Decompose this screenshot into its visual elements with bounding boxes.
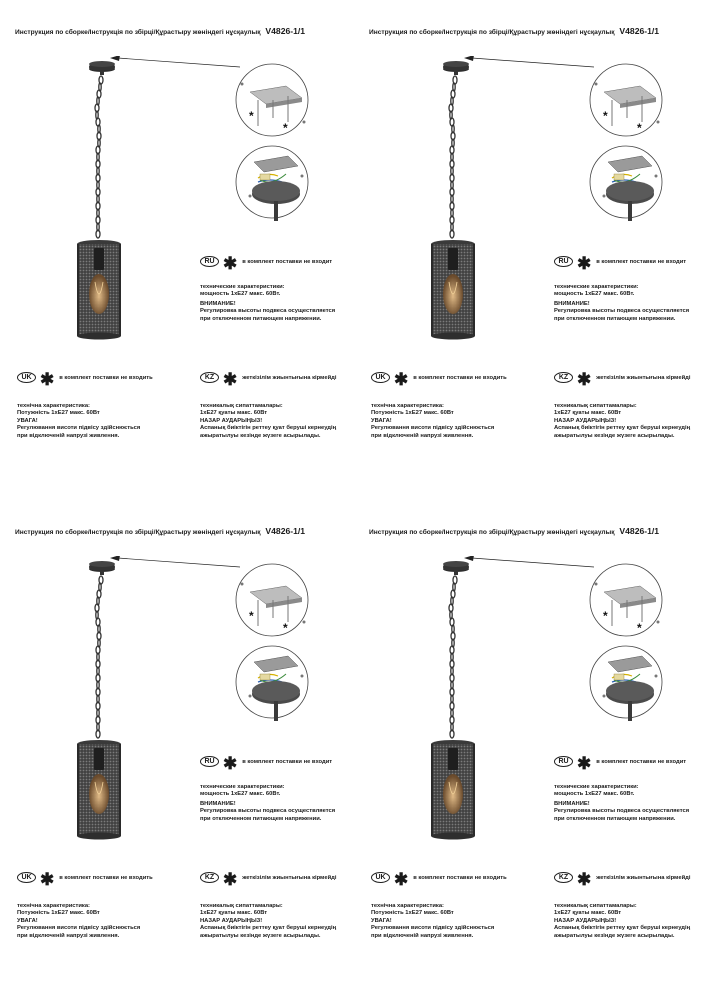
- kz-power: 1хЕ27 қуаты макс. 60Вт: [200, 410, 268, 417]
- ru-specs-title: технические характеристики:: [554, 284, 639, 290]
- ru-warning-line2: при отключенном питающем напряжении.: [200, 315, 322, 322]
- kz-language-badge: KZ: [554, 872, 573, 883]
- model-number: V4826-1/1: [265, 526, 306, 536]
- ru-language-badge: RU: [200, 256, 219, 267]
- kz-not-included-text: жеткізілім жиынтығына кірмейді: [242, 874, 337, 881]
- kz-not-included-text: жеткізілім жиынтығына кірмейді: [596, 374, 691, 381]
- asterisk-icon: ✱: [394, 369, 409, 389]
- kz-specifications: [200, 903, 336, 940]
- svg-text:*: *: [283, 621, 288, 635]
- ru-specifications: [200, 784, 335, 823]
- kz-warning-line1: Аспанық биіктігін реттеу қуат беруші кернеудің: [200, 425, 337, 432]
- kz-warning-title: НАЗАР АУДАРЫҢЫЗ!: [200, 417, 263, 424]
- asterisk-icon: ✱: [577, 753, 592, 773]
- kz-warning-line1: Аспанық биіктігін реттеу қуат беруші кернеудің: [554, 425, 691, 432]
- page-title: [15, 26, 350, 36]
- asterisk-icon: ✱: [40, 369, 55, 389]
- mounting-diagram: [444, 56, 684, 226]
- ru-not-included-row: [554, 753, 687, 773]
- uk-language-badge: UK: [371, 372, 390, 383]
- uk-not-included-text: в комплект поставки не входить: [413, 874, 507, 881]
- model-number: V4826-1/1: [619, 26, 660, 36]
- model-number: V4826-1/1: [265, 26, 306, 36]
- ru-power: мощность 1хЕ27 макс. 60Вт.: [554, 791, 635, 798]
- uk-specs-title: технічна характеристика:: [371, 403, 444, 409]
- kz-specifications: [200, 403, 336, 440]
- kz-not-included-text: жеткізілім жиынтығына кірмейді: [242, 374, 337, 381]
- ru-power: мощность 1хЕ27 макс. 60Вт.: [554, 291, 635, 298]
- uk-language-badge: UK: [17, 872, 36, 883]
- page-title: [369, 526, 704, 536]
- kz-specs-title: техникалық сипаттамалары:: [554, 403, 637, 409]
- ru-specs-title: технические характеристики:: [200, 784, 285, 790]
- kz-language-badge: KZ: [200, 372, 219, 383]
- uk-specs-title: технічна характеристика:: [17, 403, 90, 409]
- instruction-panel-top-left: [0, 0, 353, 500]
- uk-specifications: [17, 903, 140, 940]
- ru-not-included-text: в комплект поставки не входит: [242, 258, 333, 265]
- ru-warning-line1: Регулировка высоты подвеса осуществляется: [200, 808, 336, 815]
- ru-warning-title: ВНИМАНИЕ!: [554, 800, 590, 807]
- ru-specifications: [200, 284, 335, 323]
- kz-warning-title: НАЗАР АУДАРЫҢЫЗ!: [554, 417, 617, 424]
- ru-not-included-text: в комплект поставки не входит: [242, 758, 333, 765]
- uk-warning-title: УВАГА!: [17, 417, 38, 424]
- svg-text:*: *: [249, 109, 254, 123]
- kz-warning-title: НАЗАР АУДАРЫҢЫЗ!: [200, 917, 263, 924]
- uk-specifications: [17, 403, 140, 440]
- ru-warning-line1: Регулировка высоты подвеса осуществляется: [554, 308, 690, 315]
- kz-not-included-row: [554, 869, 691, 889]
- ru-warning-line1: Регулировка высоты подвеса осуществляется: [554, 808, 690, 815]
- uk-specifications: [371, 403, 494, 440]
- ru-not-included-text: в комплект поставки не входит: [596, 258, 687, 265]
- uk-not-included-row: [17, 369, 153, 389]
- uk-specifications: [371, 903, 494, 940]
- page-title: [15, 526, 350, 536]
- kz-not-included-row: [554, 369, 691, 389]
- asterisk-icon: ✱: [577, 253, 592, 273]
- ru-language-badge: RU: [200, 756, 219, 767]
- kz-language-badge: KZ: [200, 872, 219, 883]
- uk-power: Потужність 1хЕ27 макс. 60Вт: [371, 410, 454, 417]
- mounting-diagram: [90, 556, 330, 726]
- asterisk-icon: ✱: [223, 369, 238, 389]
- ru-power: мощность 1хЕ27 макс. 60Вт.: [200, 291, 281, 298]
- uk-power: Потужність 1хЕ27 макс. 60Вт: [17, 410, 100, 417]
- ru-specifications: [554, 784, 689, 823]
- kz-specs-title: техникалық сипаттамалары:: [200, 903, 283, 909]
- kz-not-included-row: [200, 869, 337, 889]
- uk-power: Потужність 1хЕ27 макс. 60Вт: [371, 910, 454, 917]
- asterisk-icon: ✱: [394, 869, 409, 889]
- kz-warning-line2: ажыратылуы кезінде жүзеге асырылады.: [200, 932, 321, 939]
- uk-specs-title: технічна характеристика:: [371, 903, 444, 909]
- ru-warning-line2: при отключенном питающем напряжении.: [554, 315, 676, 322]
- ru-not-included-row: [554, 253, 687, 273]
- ru-not-included-row: [200, 253, 333, 273]
- svg-text:*: *: [603, 109, 608, 123]
- mounting-diagram: [90, 56, 330, 226]
- kz-specifications: [554, 403, 690, 440]
- asterisk-icon: ✱: [223, 253, 238, 273]
- uk-warning-title: УВАГА!: [371, 417, 392, 424]
- uk-warning-line1: Регулювання висоти підвісу здійснюється: [371, 925, 495, 932]
- kz-power: 1хЕ27 қуаты макс. 60Вт: [554, 410, 622, 417]
- uk-warning-title: УВАГА!: [371, 917, 392, 924]
- kz-language-badge: KZ: [554, 372, 573, 383]
- uk-not-included-row: [371, 369, 507, 389]
- asterisk-icon: ✱: [223, 869, 238, 889]
- instruction-panel-top-right: [354, 0, 707, 500]
- title-text: Инструкция по сборке/Інструкція по збірці/Құрастыру жөніндегі нұсқаулық: [369, 529, 615, 536]
- title-text: Инструкция по сборке/Інструкція по збірці/Құрастыру жөніндегі нұсқаулық: [15, 29, 261, 36]
- ru-warning-line2: при отключенном питающем напряжении.: [200, 815, 322, 822]
- ru-warning-line1: Регулировка высоты подвеса осуществляется: [200, 308, 336, 315]
- uk-warning-line1: Регулювання висоти підвісу здійснюється: [17, 925, 141, 932]
- mounting-diagram: [444, 556, 684, 726]
- kz-warning-title: НАЗАР АУДАРЫҢЫЗ!: [554, 917, 617, 924]
- ru-warning-title: ВНИМАНИЕ!: [200, 800, 236, 807]
- kz-power: 1хЕ27 қуаты макс. 60Вт: [554, 910, 622, 917]
- ru-power: мощность 1хЕ27 макс. 60Вт.: [200, 791, 281, 798]
- kz-specs-title: техникалық сипаттамалары:: [554, 903, 637, 909]
- ru-warning-title: ВНИМАНИЕ!: [554, 300, 590, 307]
- uk-language-badge: UK: [17, 372, 36, 383]
- uk-warning-line2: при відключеній напрузі живлення.: [371, 932, 474, 939]
- uk-not-included-text: в комплект поставки не входить: [413, 374, 507, 381]
- kz-not-included-text: жеткізілім жиынтығына кірмейді: [596, 874, 691, 881]
- ru-warning-line2: при отключенном питающем напряжении.: [554, 815, 676, 822]
- uk-not-included-row: [371, 869, 507, 889]
- uk-language-badge: UK: [371, 872, 390, 883]
- ru-specifications: [554, 284, 689, 323]
- ru-language-badge: RU: [554, 756, 573, 767]
- svg-text:*: *: [637, 121, 642, 135]
- uk-warning-line2: при відключеній напрузі живлення.: [17, 432, 120, 439]
- uk-warning-line2: при відключеній напрузі живлення.: [17, 932, 120, 939]
- kz-specs-title: техникалық сипаттамалары:: [200, 403, 283, 409]
- uk-not-included-row: [17, 869, 153, 889]
- kz-warning-line1: Аспанық биіктігін реттеу қуат беруші кернеудің: [554, 925, 691, 932]
- asterisk-icon: ✱: [577, 369, 592, 389]
- svg-text:*: *: [603, 609, 608, 623]
- svg-text:*: *: [283, 121, 288, 135]
- kz-warning-line2: ажыратылуы кезінде жүзеге асырылады.: [554, 432, 675, 439]
- uk-not-included-text: в комплект поставки не входить: [59, 874, 153, 881]
- uk-specs-title: технічна характеристика:: [17, 903, 90, 909]
- uk-warning-line1: Регулювання висоти підвісу здійснюється: [371, 425, 495, 432]
- kz-warning-line2: ажыратылуы кезінде жүзеге асырылады.: [200, 432, 321, 439]
- svg-text:*: *: [249, 609, 254, 623]
- ru-not-included-row: [200, 753, 333, 773]
- ru-language-badge: RU: [554, 256, 573, 267]
- kz-warning-line1: Аспанық биіктігін реттеу қуат беруші кернеудің: [200, 925, 337, 932]
- uk-power: Потужність 1хЕ27 макс. 60Вт: [17, 910, 100, 917]
- instruction-panel-bottom-left: [0, 500, 353, 1000]
- svg-text:*: *: [637, 621, 642, 635]
- kz-not-included-row: [200, 369, 337, 389]
- kz-warning-line2: ажыратылуы кезінде жүзеге асырылады.: [554, 932, 675, 939]
- asterisk-icon: ✱: [223, 753, 238, 773]
- ru-specs-title: технические характеристики:: [200, 284, 285, 290]
- kz-power: 1хЕ27 қуаты макс. 60Вт: [200, 910, 268, 917]
- kz-specifications: [554, 903, 690, 940]
- title-text: Инструкция по сборке/Інструкція по збірці/Құрастыру жөніндегі нұсқаулық: [15, 529, 261, 536]
- uk-warning-line2: при відключеній напрузі живлення.: [371, 432, 474, 439]
- ru-specs-title: технические характеристики:: [554, 784, 639, 790]
- uk-warning-line1: Регулювання висоти підвісу здійснюється: [17, 425, 141, 432]
- instruction-panel-bottom-right: [354, 500, 707, 1000]
- ru-warning-title: ВНИМАНИЕ!: [200, 300, 236, 307]
- asterisk-icon: ✱: [40, 869, 55, 889]
- title-text: Инструкция по сборке/Інструкція по збірці/Құрастыру жөніндегі нұсқаулық: [369, 29, 615, 36]
- asterisk-icon: ✱: [577, 869, 592, 889]
- ru-not-included-text: в комплект поставки не входит: [596, 758, 687, 765]
- uk-not-included-text: в комплект поставки не входить: [59, 374, 153, 381]
- model-number: V4826-1/1: [619, 526, 660, 536]
- uk-warning-title: УВАГА!: [17, 917, 38, 924]
- page-title: [369, 26, 704, 36]
